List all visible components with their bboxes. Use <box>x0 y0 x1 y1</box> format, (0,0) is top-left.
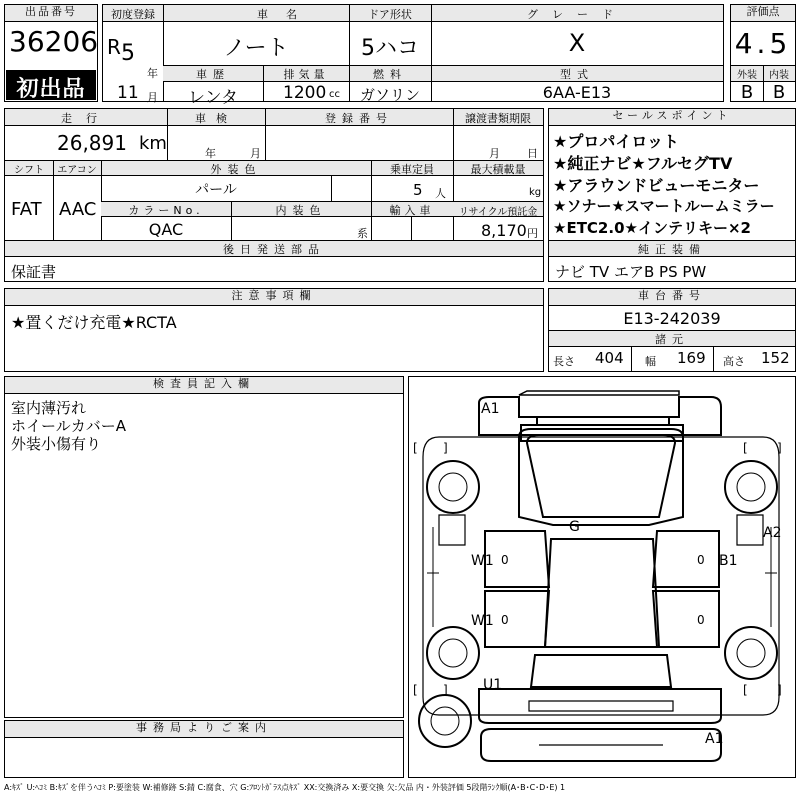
color-no-value: QAC <box>148 220 184 239</box>
height-value: 152 <box>761 349 790 367</box>
chassis-box <box>548 288 796 372</box>
reg-year: 5 <box>121 41 135 66</box>
max-load-unit: kg <box>529 187 542 198</box>
inspector-label: 検査員記入欄 <box>5 377 403 394</box>
damage-mark-a1-top: A1 <box>481 401 500 417</box>
inspector-box <box>4 376 404 718</box>
score-label: 評価点 <box>731 5 795 22</box>
equipment-label: 純正装備 <box>638 243 706 256</box>
ac-value: AAC <box>59 199 97 220</box>
grade-value: X <box>568 29 586 57</box>
bracket-left-2: [ <box>743 441 748 455</box>
width-value: 169 <box>677 349 706 367</box>
year-unit: 年 <box>147 67 158 80</box>
damage-mark-w1-front: W1 <box>471 553 494 569</box>
tire-zero-fl: 0 <box>501 553 509 567</box>
door-label: ドア形状 <box>368 8 412 21</box>
transfer-label: 譲渡書類期限 <box>465 112 531 125</box>
inspection-label: 車検 <box>195 112 237 125</box>
inspector-note-2: ホイールカバーA <box>11 417 126 435</box>
inspection-year-unit: 年 <box>205 147 216 160</box>
interior-color-unit: 系 <box>357 227 368 240</box>
car-name-label: 車名 <box>257 8 315 21</box>
car-diagram <box>408 376 796 778</box>
bracket-right-1: ] <box>443 441 448 455</box>
length-value: 404 <box>595 349 624 367</box>
specs-label: 諸元 <box>655 333 689 346</box>
fuel-value: ガソリン <box>359 86 420 104</box>
bracket-left-4: [ <box>743 683 748 697</box>
inspector-note-3: 外装小傷有り <box>11 435 102 453</box>
recycle-label: リサイクル預託金 <box>458 207 538 218</box>
selling-point-2: ★純正ナビ★フルセグTV <box>553 154 733 173</box>
interior-label: 内装 <box>769 70 789 81</box>
reg-month: 11 <box>117 83 139 103</box>
exterior-score: B <box>740 82 754 103</box>
car-diagram-svg <box>409 377 795 777</box>
recycle-value: 8,170 <box>481 221 527 240</box>
bracket-right-4: ] <box>777 683 782 697</box>
shift-label: シフト <box>14 165 44 176</box>
bracket-right-3: ] <box>443 683 448 697</box>
damage-mark-u1: U1 <box>483 677 503 693</box>
capacity-unit: 人 <box>435 187 446 200</box>
max-load-label: 最大積載量 <box>470 163 526 176</box>
exterior-label: 外装 <box>737 70 757 81</box>
model-label: 型式 <box>560 68 594 81</box>
damage-mark-a2: A2 <box>763 525 782 541</box>
exterior-color-value: パール <box>195 182 237 198</box>
chassis-label: 車台番号 <box>549 289 795 306</box>
details-table <box>4 108 544 282</box>
bracket-left-1: [ <box>413 441 418 455</box>
inspection-month-unit: 月 <box>250 147 261 160</box>
era: R <box>107 35 121 59</box>
selling-point-1: ★プロパイロット <box>553 132 680 151</box>
door-value: 5ハコ <box>361 36 419 61</box>
first-listing-badge: 初出品 <box>6 70 96 100</box>
lot-label: 出品番号 <box>5 5 97 22</box>
selling-point-3: ★アラウンドビューモニター <box>553 176 760 195</box>
displacement-value: 1200 <box>283 83 327 103</box>
damage-mark-g: G <box>569 519 580 535</box>
history-label: 車歴 <box>196 68 230 81</box>
model-value: 6AA-E13 <box>542 83 612 102</box>
bracket-left-3: [ <box>413 683 418 697</box>
bracket-right-2: ] <box>777 441 782 455</box>
capacity-label: 乗車定員 <box>390 163 434 176</box>
notes-label: 注意事項欄 <box>5 289 543 306</box>
exterior-color-label: 外装色 <box>210 163 262 176</box>
import-label: 輸入車 <box>389 204 435 217</box>
office-box <box>4 720 404 778</box>
later-parts-value: 保証書 <box>11 263 57 281</box>
score-value: 4.5 <box>734 27 792 60</box>
month-unit: 月 <box>147 91 158 104</box>
length-label: 長さ <box>553 355 575 368</box>
equipment-value: ナビ TV エアB PS PW <box>555 263 707 281</box>
shift-value: FAT <box>11 199 42 220</box>
car-name: ノート <box>223 36 289 61</box>
legend: A:ｷｽﾞ U:ﾍｺﾐ B:ｷｽﾞを伴うﾍｺﾐ P:要塗装 W:補修跡 S:錆 C:腐食、穴 G:ﾌﾛﾝﾄｶﾞﾗｽ点ｷｽﾞ XX:交換済み X:要交換 欠:欠品 内・外装評価 5段階ﾗﾝｸ順(A･B･C･D･E) 1 <box>4 783 566 792</box>
tire-zero-fr: 0 <box>697 553 705 567</box>
mileage-label: 走行 <box>61 112 111 125</box>
color-no-label: カラーNo. <box>128 204 204 217</box>
notes-box <box>4 288 544 372</box>
tire-zero-rl: 0 <box>501 613 509 627</box>
damage-mark-a1-bottom: A1 <box>705 731 724 747</box>
lot-number: 36206 <box>9 25 99 58</box>
capacity-value: 5 <box>413 181 423 199</box>
damage-mark-b1: B1 <box>719 553 738 569</box>
first-reg-label: 初度登録 <box>111 8 155 21</box>
mileage-unit: km <box>139 133 167 154</box>
fuel-label: 燃料 <box>373 68 407 81</box>
height-label: 高さ <box>723 355 745 368</box>
office-label: 事務局よりご案内 <box>5 721 403 738</box>
tire-zero-rr: 0 <box>697 613 705 627</box>
lot-box <box>4 4 98 102</box>
damage-mark-w1-rear: W1 <box>471 613 494 629</box>
inspector-note-1: 室内薄汚れ <box>11 399 87 417</box>
selling-points-label: セールスポイント <box>549 109 795 126</box>
ac-label: エアコン <box>57 165 97 176</box>
history-value: レンタ <box>188 88 238 108</box>
transfer-month-unit: 月 <box>489 147 500 160</box>
plate-label: 登録番号 <box>325 112 393 125</box>
later-parts-label: 後日発送部品 <box>223 243 325 256</box>
score-box <box>730 4 796 102</box>
interior-score: B <box>772 82 786 103</box>
vehicle-info-table <box>102 4 724 108</box>
selling-point-4: ★ソナー★スマートルームミラー <box>553 197 775 215</box>
displacement-label: 排気量 <box>283 68 329 81</box>
selling-point-5: ★ETC2.0★インテリキー×2 <box>553 219 751 237</box>
transfer-day-unit: 日 <box>527 147 538 160</box>
grade-label: グレード <box>527 8 627 21</box>
chassis-value: E13-242039 <box>623 309 721 328</box>
mileage-value: 26,891 <box>57 131 127 155</box>
width-label: 幅 <box>645 355 656 368</box>
displacement-unit: cc <box>329 89 340 100</box>
interior-color-label: 内装色 <box>275 204 327 217</box>
notes-value: ★置くだけ充電★RCTA <box>11 313 177 332</box>
recycle-unit: 円 <box>527 227 538 240</box>
selling-points-box <box>548 108 796 282</box>
